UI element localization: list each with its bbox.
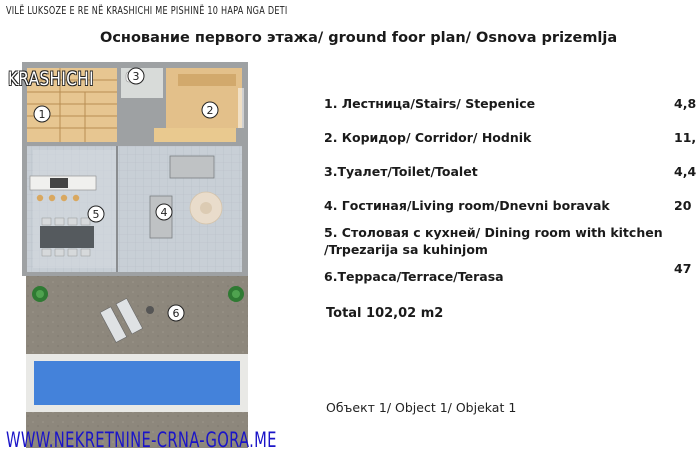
marker-6-label: 6: [172, 307, 180, 320]
legend-item-terrace: 6.Терраса/Terrace/Terasa: [324, 269, 504, 284]
side-table-icon: [146, 306, 154, 314]
marker-4-label: 4: [160, 206, 168, 219]
marker-5-label: 5: [92, 208, 100, 221]
legend-area-toilet: 4,4: [674, 164, 696, 179]
marker-3-label: 3: [132, 70, 140, 83]
legend-area-living-room: 20: [674, 198, 692, 213]
legend-area-terrace: 47: [674, 261, 692, 276]
brand-watermark: KRASHICHI: [8, 68, 94, 90]
plan-title: Основание первого этажа/ ground foor plan/ Osnova prizemlja: [100, 30, 618, 46]
object-caption: Объект 1/ Object 1/ Objekat 1: [326, 400, 517, 415]
marker-2-label: 2: [206, 104, 214, 117]
room-legend: [324, 96, 696, 296]
legend-item-living-room: 4. Гостиная/Living room/Dnevni boravak: [324, 198, 610, 213]
dining-table: [40, 226, 94, 248]
floor-plan-drawing: [0, 58, 260, 450]
listing-caption: VILË LUKSOZE E RE NË KRASHICHI ME PISHINË 10 HAPA NGA DETI: [6, 4, 288, 17]
legend-item-stairs: 1. Лестница/Stairs/ Stepenice: [324, 96, 536, 111]
sofa: [170, 156, 214, 178]
legend-item-corridor: 2. Коридор/ Corridor/ Hodnik: [324, 130, 532, 145]
total-area: Total 102,02 m2: [326, 306, 444, 321]
legend-area-stairs: 4,8: [674, 96, 696, 111]
marker-1-label: 1: [38, 108, 46, 121]
legend-item-dining-room-line2: /Trpezarija sa kuhinjom: [324, 242, 488, 257]
kitchen-counter-top: [154, 128, 236, 142]
website-link[interactable]: WWW.NEKRETNINE-CRNA-GORA.ME: [6, 428, 277, 452]
legend-item-toilet: 3.Туалет/Toilet/Toalet: [324, 164, 478, 179]
legend-area-corridor: 11,: [674, 130, 696, 145]
floor-plan: [0, 58, 260, 450]
legend-item-dining-room: 5. Столовая с кухней/ Dining room with kitchen: [324, 225, 663, 240]
